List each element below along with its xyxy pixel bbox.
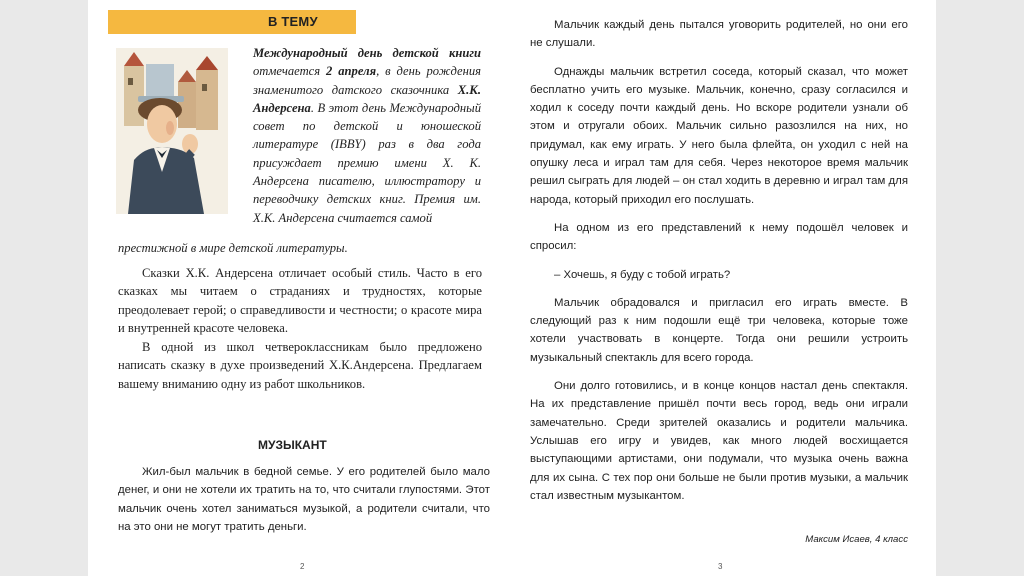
intro-paragraph [253,44,481,227]
section-banner-label: В ТЕМУ [268,14,318,29]
author-signature: Максим Исаев, 4 класс [805,534,908,545]
school-paragraph: В одной из школ четвероклассникам было предложено написать сказку в духе произведений Х.К.Андерсена. Предлагаем вашему вниманию одну из работ школьников. [118,340,482,391]
story-continuation [530,16,908,515]
intro-text-3: . В этот день Международный совет по детской и юношеской литературе (IBBY) раз в два года присуждает премию имени Х. К. Андерсена писателю, иллюстратору и переводчику детских книг. Премия им. Х.К. Андерсена считается самой [253,100,481,225]
andersen-portrait-illustration [116,48,228,214]
intro-name: Х.К. Андерсена [253,82,481,115]
story-paragraph: Они долго готовились, и в конце концов настал день спектакля. На их представление пришёл почти весь город, ведь они играли замечательно. Среди зрителей оказались и родители мальчика. Услышав его игру и увидев, как много людей восхищается выступающими артистами, они подумали, что музыка очень важна для их сына. С тех пор они больше не были против музыки, а мальчик стал известным музыкантом. [530,380,908,502]
intro-paragraph-tail: престижной в мире детской литературы. [118,241,348,255]
story-paragraph: На одном из его представлений к нему подошёл человек и спросил: [530,221,908,253]
page-number-right: 3 [718,562,723,571]
right-page [502,0,936,576]
intro-date: 2 апреля [326,64,377,79]
intro-text-1: отмечается [253,64,327,79]
dialogue-line: – Хочешь, я буду с тобой играть? [554,268,731,281]
section-banner [108,10,356,34]
story-paragraph: Однажды мальчик встретил соседа, который сказал, что может бесплатно учить его музыке. Мальчик, конечно, сразу согласился и ходил к соседу почти каждый день. Но вскоре родители узнали об этом и отругали обоих. Мальчик сильно разозлился на них, но придумал, как ему играть. У него была флейта, он уходил с ней на опушку леса и играл там для себя. Через некоторое время мальчик решил сыграть для людей – он стал ходить в деревню и играл там для народа, который приходил его послушать. [530,65,908,206]
story-paragraph: Мальчик обрадовался и пригласил его играть вместе. В следующий раз к ним подошли ещё три человека, которые тоже хотели участвовать в концерте. Тогда они решили устроить музыкальный спектакль для всего города. [530,296,908,364]
intro-bold-phrase: Международный день детской книги [253,46,481,60]
left-page [88,0,502,576]
story-title: МУЗЫКАНТ [258,438,327,452]
intro-text-2: , в день рождения знаменитого датского сказочника [253,64,481,97]
story-paragraph: Жил-был мальчик в бедной семье. У его родителей было мало денег, и они не хотели их тратить на то, что считали глупостями. Этот мальчик очень хотел заниматься музыкой, а родители считали, что на это они не могут тратить деньги. [118,466,490,533]
story-paragraph: Мальчик каждый день пытался уговорить родителей, но они его не слушали. [530,19,908,50]
page-number-left: 2 [300,562,305,571]
style-paragraph: Сказки Х.К. Андерсена отличает особый стиль. Часто в его сказках мы читаем о страданиях и трудностях, которые преодолевает герой; о справедливости и честности; о красоте мира и внутренней красоте человека. [118,266,482,335]
